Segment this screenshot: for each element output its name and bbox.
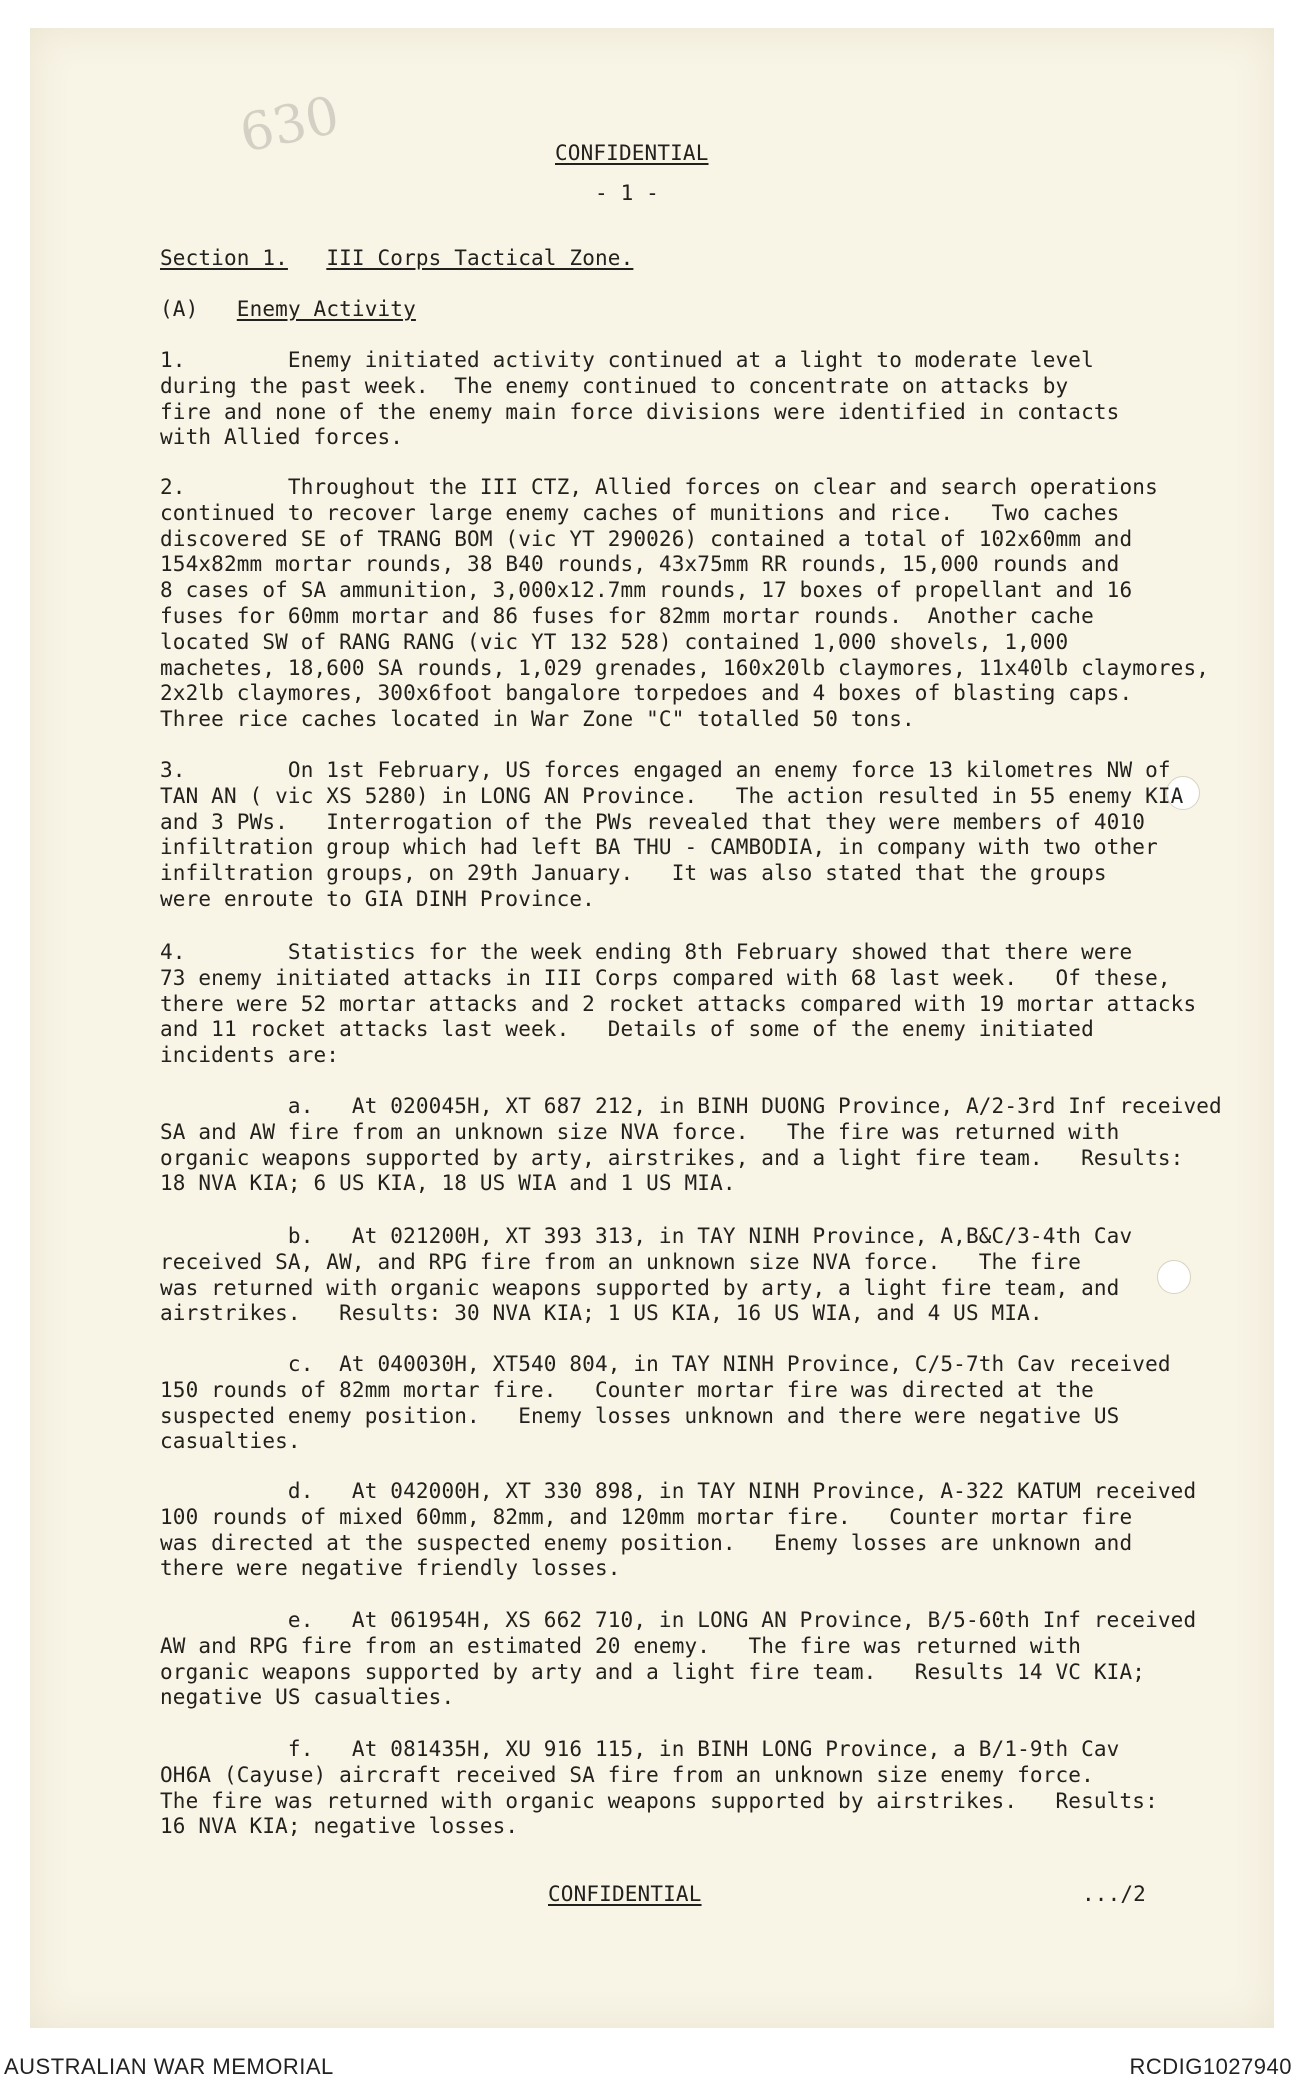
footer-catalog-id: RCDIG1027940 xyxy=(1129,2054,1292,2079)
punch-hole xyxy=(1157,1260,1191,1294)
incident-a: a. At 020045H, XT 687 212, in BINH DUONG Province, A/2-3rd Inf received SA and AW fire from an unknown size NVA force. The fire was returned with organic weapons supported by arty, airstrikes, and a light fire team. Results: 18 NVA KIA; 6 US KIA, 18 US WIA and 1 US MIA. xyxy=(160,1094,1222,1196)
header-classification: CONFIDENTIAL xyxy=(555,141,709,165)
paragraph-1: 1. Enemy initiated activity continued at a light to moderate level during the past week. The enemy continued to concentrate on attacks by fire and none of the enemy main force divisions were identified in contacts with Allied forces. xyxy=(160,348,1120,450)
incident-c: c. At 040030H, XT540 804, in TAY NINH Province, C/5-7th Cav received 150 rounds of 82mm mortar fire. Counter mortar fire was directed at the suspected enemy position. Enemy losses unknown and there were negative US casualties. xyxy=(160,1352,1171,1454)
incident-d: d. At 042000H, XT 330 898, in TAY NINH Province, A-322 KATUM received 100 rounds of mixed 60mm, 82mm, and 120mm mortar fire. Counter mortar fire was directed at the suspected enemy position. Enemy losses are unknown and there were negative friendly losses. xyxy=(160,1479,1197,1581)
paragraph-3: 3. On 1st February, US forces engaged an enemy force 13 kilometres NW of TAN AN ( vic XS 5280) in LONG AN Province. The action resulted in 55 enemy KIA and 3 PWs. Interrogation of the PWs revealed that they were members of 4010 infiltration group which had left BA THU - CAMBODIA, in company with two other infiltration groups, on 29th January. It was also stated that the groups were enroute to GIA DINH Province. xyxy=(160,758,1184,911)
incident-b: b. At 021200H, XT 393 313, in TAY NINH Province, A,B&C/3-4th Cav received SA, AW, and RPG fire from an unknown size NVA force. The fire was returned with organic weapons supported by arty, a light fire team, and airstrikes. Results: 30 NVA KIA; 1 US KIA, 16 US WIA, and 4 US MIA. xyxy=(160,1224,1133,1326)
bottom-classification: CONFIDENTIAL xyxy=(548,1882,702,1906)
section-number: Section 1. xyxy=(160,246,288,270)
subsection-letter: (A) xyxy=(160,297,199,321)
footer-source: AUSTRALIAN WAR MEMORIAL xyxy=(4,2054,334,2079)
incident-e: e. At 061954H, XS 662 710, in LONG AN Province, B/5-60th Inf received AW and RPG fire from an estimated 20 enemy. The fire was returned with organic weapons supported by arty and a light fire team. Results 14 VC KIA; negative US casualties. xyxy=(160,1608,1197,1710)
pencil-page-mark: 630 xyxy=(234,85,345,165)
subsection-heading xyxy=(160,297,416,323)
page-number: - 1 - xyxy=(595,181,659,205)
paragraph-2: 2. Throughout the III CTZ, Allied forces on clear and search operations continued to recover large enemy caches of munitions and rice. Two caches discovered SE of TRANG BOM (vic YT 290026) contained a total of 102x60mm and 154x82mm mortar rounds, 38 B40 rounds, 43x75mm RR rounds, 15,000 rounds and 8 cases of SA ammunition, 3,000x12.7mm rounds, 17 boxes of propellant and 16 fuses for 60mm mortar and 86 fuses for 82mm mortar rounds. Another cache located SW of RANG RANG (vic YT 132 528) contained 1,000 shovels, 1,000 machetes, 18,600 SA rounds, 1,029 grenades, 160x20lb claymores, 11x40lb claymores, 2x2lb claymores, 300x6foot bangalore torpedoes and 4 boxes of blasting caps. Three rice caches located in War Zone "C" totalled 50 tons. xyxy=(160,475,1210,732)
incident-f: f. At 081435H, XU 916 115, in BINH LONG Province, a B/1-9th Cav OH6A (Cayuse) aircraft received SA fire from an unknown size enemy force. The fire was returned with organic weapons supported by airstrikes. Results: 16 NVA KIA; negative losses. xyxy=(160,1737,1158,1839)
continuation-mark: .../2 xyxy=(1082,1882,1146,1906)
subsection-title: Enemy Activity xyxy=(236,297,416,321)
section-title: III Corps Tactical Zone. xyxy=(326,246,634,270)
section-heading xyxy=(160,246,633,272)
paragraph-4: 4. Statistics for the week ending 8th February showed that there were 73 enemy initiated attacks in III Corps compared with 68 last week. Of these, there were 52 mortar attacks and 2 rocket attacks compared with 19 mortar attacks and 11 rocket attacks last week. Details of some of the enemy initiated incidents are: xyxy=(160,940,1197,1068)
